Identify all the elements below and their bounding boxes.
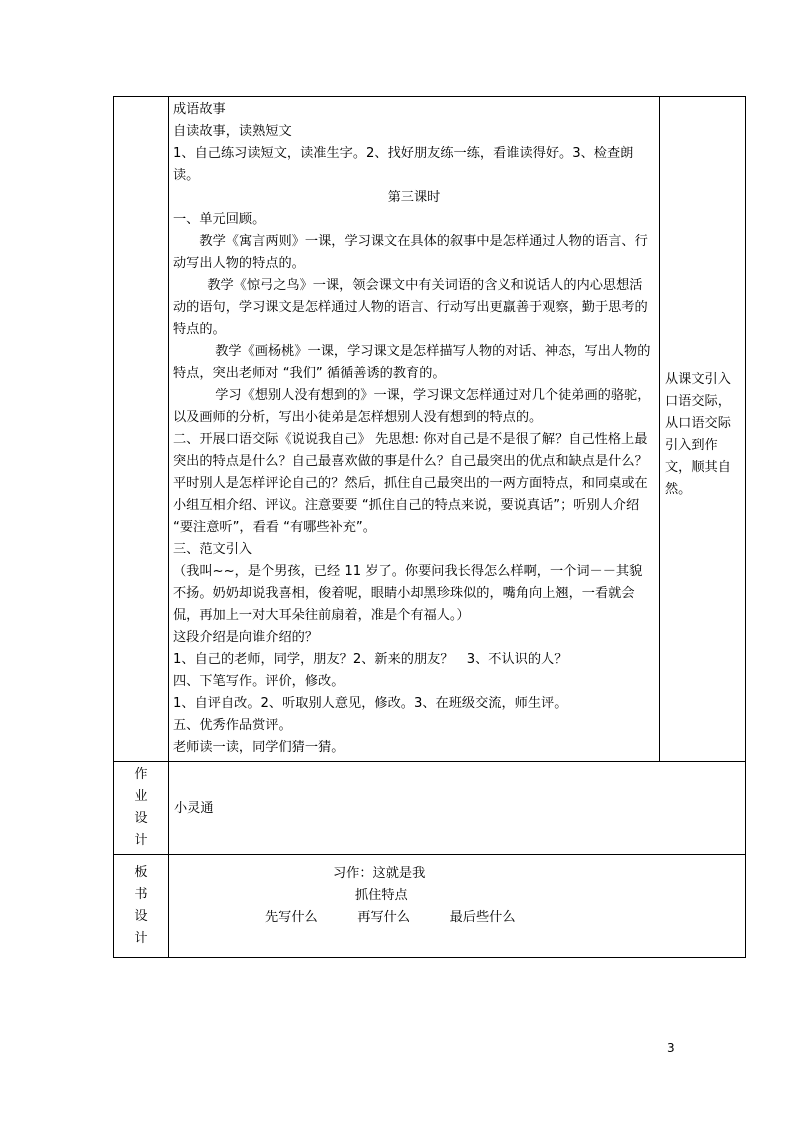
side-note: 从课文引入口语交际，从口语交际引入到作文，顺其自然。	[665, 372, 731, 497]
content-line: 自读故事，读熟短文	[173, 124, 292, 139]
lesson-row	[114, 97, 746, 762]
content-line: 教学《寓言两则》一课，学习课文在具体的叙事中是怎样通过人物的语言、行动写出人物的特点的。	[173, 234, 648, 271]
homework-content: 小灵通	[174, 801, 214, 816]
blackboard-title: 习作：这就是我	[333, 866, 426, 881]
empty-label-cell	[114, 97, 169, 762]
content-line: （我叫~~，是个男孩，已经 11 岁了。你要问我长得怎么样啊，一个词－－其貌不扬。奶奶却说我喜相，俊着呢，眼睛小却黑珍珠似的，嘴角向上翘，一看就会侃，再加上一对大耳朵往前扇着，准是个有福人。）	[173, 564, 643, 623]
homework-label-cell	[114, 762, 169, 855]
homework-content-cell	[169, 762, 746, 855]
content-line: 1、自评自改。2、听取别人意见，修改。3、在班级交流，师生评。	[173, 696, 568, 711]
lesson-plan-table	[113, 96, 746, 958]
side-note-cell	[660, 97, 746, 762]
homework-row	[114, 762, 746, 855]
blackboard-label-cell	[114, 855, 169, 958]
blackboard-row	[114, 855, 746, 958]
content-line: 老师读一读，同学们猜一猜。	[173, 740, 345, 755]
page-number: 3	[667, 1041, 675, 1055]
content-line: 这段介绍是向谁介绍的？	[173, 630, 319, 645]
content-line: 1、自己的老师，同学，朋友？2、新来的朋友？ 3、不认识的人？	[173, 652, 568, 667]
lesson-content-cell	[169, 97, 660, 762]
content-line: 教学《惊弓之鸟》一课，领会课文中有关词语的含义和说话人的内心思想活动的语句，学习课文是怎样通过人物的语言、行动写出更羸善于观察，勤于思考的特点的。	[173, 278, 648, 337]
content-line: 四、下笔写作。评价，修改。	[173, 674, 345, 689]
content-line: 1、自己练习读短文，读准生字。2、找好朋友练一练，看谁读得好。3、检查朗读。	[173, 146, 634, 183]
blackboard-subtitle: 抓住特点	[355, 888, 408, 903]
content-line: 学习《想别人没有想到的》一课，学习课文怎样通过对几个徒弟画的骆驼，以及画师的分析，写出小徒弟是怎样想别人没有想到的特点的。	[173, 388, 651, 425]
content-line: 一、单元回顾。	[173, 212, 266, 227]
content-line: 五、优秀作品赏评。	[173, 718, 292, 733]
content-line: 二、开展口语交际《说说我自己》 先思想: 你对自己是不是很了解？自己性格上最突出的特点是什么？自己最喜欢做的事是什么？自己最突出的优点和缺点是什么？平时别人是怎样评论自己的？然后，抓住自己最突出的一两方面特点，和同桌或在小组互相介绍、评议。注意要要 “抓住自己的特点来说，要说真话”；听别人介绍 “要注意听”，看看 “有哪些补充”。	[173, 432, 648, 535]
homework-label: 作业设计	[134, 767, 148, 848]
blackboard-content	[169, 855, 745, 951]
content-line: 教学《画杨桃》一课，学习课文是怎样描写人物的对话、神态，写出人物的特点，突出老师对 “我们” 循循善诱的教育的。	[173, 344, 651, 381]
content-line: 成语故事	[173, 102, 226, 117]
lesson-content	[169, 97, 659, 761]
blackboard-content-cell	[169, 855, 746, 958]
blackboard-steps: 先写什么 再写什么 最后些什么	[265, 910, 516, 925]
content-line: 第三课时	[387, 190, 441, 205]
blackboard-label: 板书设计	[134, 865, 148, 946]
content-line: 三、范文引入	[173, 542, 253, 557]
